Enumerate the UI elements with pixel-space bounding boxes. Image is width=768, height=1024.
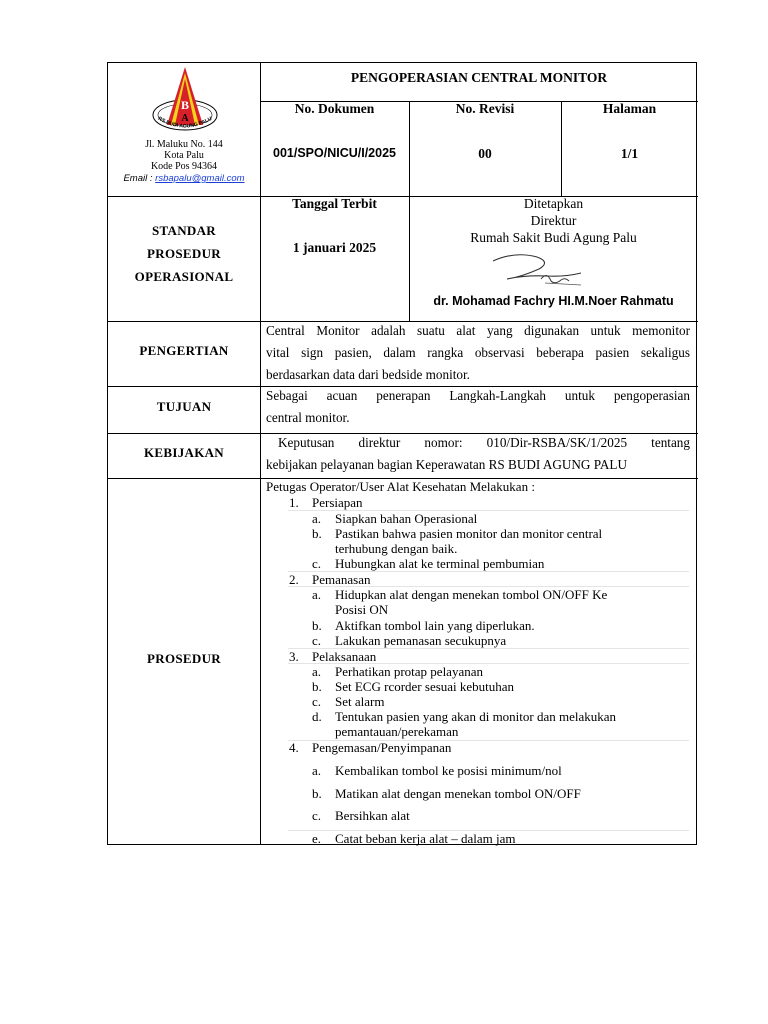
sop-label-line3: OPERASIONAL (134, 269, 234, 284)
step-title: Pemanasan (312, 572, 371, 587)
substep-letter: b. (312, 679, 322, 694)
procedure-label: PROSEDUR (147, 651, 221, 666)
policy-line: Keputusan direktur nomor: 010/Dir-RSBA/SK/1/2025 tentang (278, 435, 690, 450)
definition-line: Central Monitor adalah suatu alat yang digunakan untuk memonitor (266, 323, 690, 338)
doc-number-header: No. Dokumen (294, 101, 375, 116)
step-title: Persiapan (312, 495, 363, 510)
procedure-list (108, 63, 698, 846)
substep-text: Bersihkan alat (335, 808, 410, 823)
purpose-line: central monitor. (266, 410, 350, 425)
purpose-line: Sebagai acuan penerapan Langkah-Langkah untuk pengoperasian (266, 388, 690, 403)
page-value: 1/1 (620, 146, 639, 161)
step-number: 1. (289, 495, 299, 510)
svg-text:A: A (181, 113, 189, 124)
revision-header: No. Revisi (455, 101, 515, 116)
substep-letter: c. (312, 556, 322, 571)
sop-label-line2: PROSEDUR (147, 246, 221, 261)
substep-letter: c. (312, 808, 322, 823)
substep-text: Aktifkan tombol lain yang diperlukan. (335, 618, 535, 633)
sop-label-line1: STANDAR (152, 223, 216, 238)
substep-text: Set ECG rcorder sesuai kebutuhan (335, 679, 515, 694)
issue-date-label: Tanggal Terbit (292, 196, 377, 211)
substep-text: Matikan alat dengan menekan tombol ON/OFF (335, 786, 581, 801)
substep-text: Pastikan bahwa pasien monitor dan monitor central (335, 526, 603, 541)
substep-text: Lakukan pemanasan secukupnya (335, 633, 507, 648)
substep-letter: d. (312, 709, 322, 724)
definition-line: berdasarkan data dari bedside monitor. (266, 367, 470, 382)
substep-letter: c. (312, 633, 322, 648)
substep-text: Hubungkan alat ke terminal pembumian (335, 556, 545, 571)
sop-document (107, 62, 697, 845)
email-label: Email : (123, 173, 153, 184)
substep-text: pemantauan/perekaman (335, 724, 459, 739)
doc-number-value: 001/SPO/NICU/I/2025 (273, 146, 396, 160)
step-number: 4. (289, 740, 299, 755)
issue-date-value: 1 januari 2025 (292, 240, 377, 255)
email-link[interactable]: rsbapalu@gmail.com (155, 173, 245, 184)
substep-text: terhubung dengan baik. (335, 541, 458, 556)
substep-letter: a. (312, 664, 322, 679)
substep-letter: b. (312, 786, 322, 801)
approval-line3: Rumah Sakit Budi Agung Palu (470, 230, 637, 245)
policy-label: KEBIJAKAN (144, 445, 224, 460)
svg-text:RS BUDI AGUNG PALU: RS BUDI AGUNG PALU (156, 115, 214, 130)
step-title: Pengemasan/Penyimpanan (312, 740, 452, 755)
substep-letter: a. (312, 511, 322, 526)
director-name: dr. Mohamad Fachry HI.M.Noer Rahmatu (433, 294, 674, 308)
procedure-intro: Petugas Operator/User Alat Kesehatan Melakukan : (266, 479, 535, 494)
substep-letter: c. (312, 694, 322, 709)
definition-line: vital sign pasien, dalam rangka observasi beberapa pasien sekaligus (266, 345, 690, 360)
policy-line: kebijakan pelayanan bagian Keperawatan RS BUDI AGUNG PALU (266, 457, 627, 472)
step-title: Pelaksanaan (312, 649, 377, 664)
substep-text: Posisi ON (335, 602, 389, 617)
page-header: Halaman (602, 101, 657, 116)
substep-text: Perhatikan protap pelayanan (335, 664, 483, 679)
revision-value: 00 (478, 146, 492, 161)
substep-letter: e. (312, 831, 322, 846)
purpose-label: TUJUAN (156, 399, 212, 414)
substep-letter: a. (312, 763, 322, 778)
step-number: 3. (289, 649, 299, 664)
substep-text: Catat beban kerja alat – dalam jam (335, 831, 516, 846)
substep-text: Hidupkan alat dengan menekan tombol ON/OFF Ke (335, 587, 608, 602)
substep-letter: b. (312, 618, 322, 633)
hospital-address-line1: Jl. Maluku No. 144 (145, 139, 223, 150)
substep-letter: b. (312, 526, 322, 541)
definition-label: PENGERTIAN (139, 343, 229, 358)
substep-text: Set alarm (335, 694, 385, 709)
document-title: PENGOPERASIAN CENTRAL MONITOR (350, 70, 608, 85)
approval-line2: Direktur (530, 213, 577, 228)
step-number: 2. (289, 572, 299, 587)
svg-text:B: B (180, 98, 190, 112)
hospital-address-line3: Kode Pos 94364 (150, 161, 218, 172)
approval-line1: Ditetapkan (523, 196, 584, 211)
hospital-address-line2: Kota Palu (164, 150, 204, 161)
substep-text: Kembalikan tombol ke posisi minimum/nol (335, 763, 562, 778)
substep-letter: a. (312, 587, 322, 602)
substep-text: Tentukan pasien yang akan di monitor dan melakukan (335, 709, 617, 724)
substep-text: Siapkan bahan Operasional (335, 511, 478, 526)
